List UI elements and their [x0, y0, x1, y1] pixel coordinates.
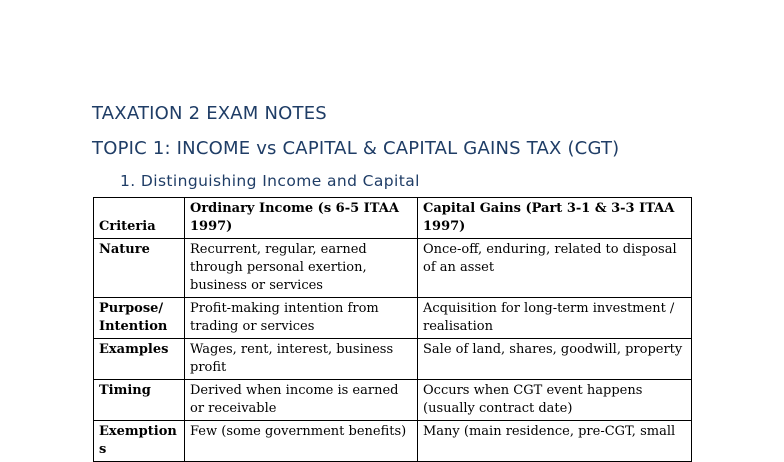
- row-criteria: Examples: [94, 339, 185, 380]
- row-capital: Many (main residence, pre-CGT, small: [418, 421, 692, 462]
- row-capital: Acquisition for long-term investment / realisation: [418, 298, 692, 339]
- row-income: Profit-making intention from trading or services: [185, 298, 418, 339]
- comparison-table: [93, 197, 692, 462]
- table-row: [94, 339, 692, 380]
- header-capital-gains: Capital Gains (Part 3-1 & 3-3 ITAA 1997): [418, 198, 692, 239]
- row-capital: Occurs when CGT event happens (usually contract date): [418, 380, 692, 421]
- table-row: [94, 421, 692, 462]
- table-row: [94, 239, 692, 298]
- row-capital: Sale of land, shares, goodwill, property: [418, 339, 692, 380]
- row-income: Derived when income is earned or receivable: [185, 380, 418, 421]
- row-criteria: Nature: [94, 239, 185, 298]
- row-income: Few (some government benefits): [185, 421, 418, 462]
- topic-heading: TOPIC 1: INCOME vs CAPITAL & CAPITAL GAINS TAX (CGT): [92, 138, 620, 159]
- row-capital: Once-off, enduring, related to disposal of an asset: [418, 239, 692, 298]
- row-criteria: Exemptions: [94, 421, 185, 462]
- header-ordinary-income: Ordinary Income (s 6-5 ITAA 1997): [185, 198, 418, 239]
- table-row: [94, 380, 692, 421]
- row-income: Recurrent, regular, earned through personal exertion, business or services: [185, 239, 418, 298]
- row-income: Wages, rent, interest, business profit: [185, 339, 418, 380]
- row-criteria: Purpose/ Intention: [94, 298, 185, 339]
- document-title: TAXATION 2 EXAM NOTES: [92, 103, 327, 124]
- header-criteria: Criteria: [94, 198, 185, 239]
- table-header-row: [94, 198, 692, 239]
- section-heading: 1. Distinguishing Income and Capital: [120, 172, 420, 190]
- table-row: [94, 298, 692, 339]
- row-criteria: Timing: [94, 380, 185, 421]
